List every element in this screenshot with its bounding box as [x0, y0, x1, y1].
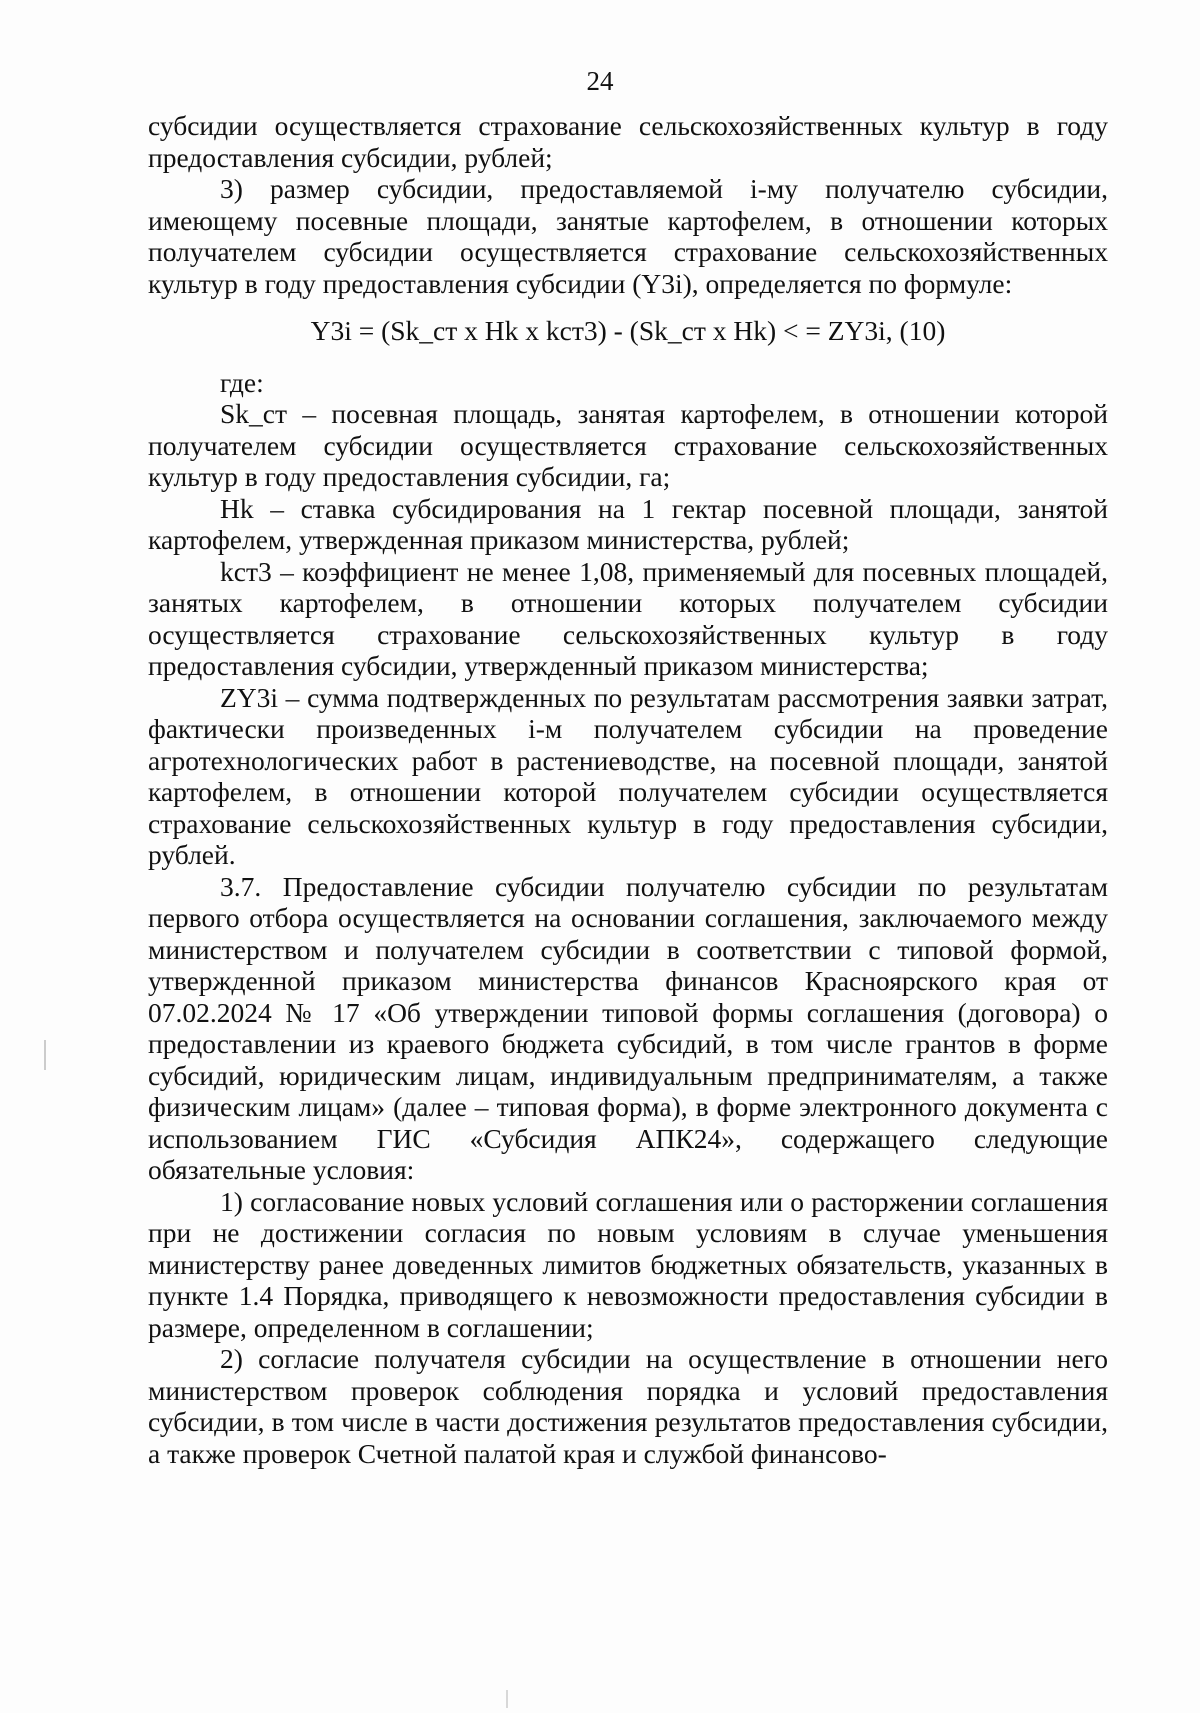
paragraph-3-7: 3.7. Предоставление субсидии получателю субсидии по результатам первого отбора осуществляется на основании соглашения, заключаемого между министерством и получателем субсидии в соответствии с типовой формой, утвержденной приказом министерства финансов Красноярского края от 07.02.2024 № 17 «Об утверждении типовой формы соглашения (договора) о предоставлении из краевого бюджета субсидий, в том числе грантов в форме субсидий, юридическим лицам, индивидуальным предпринимателям, а также физическим лицам» (далее – типовая форма), в форме электронного документа с использованием ГИС «Субсидия АПК24», содержащего следующие обязательные условия: [148, 870, 1108, 1185]
paragraph-where: где: [220, 366, 264, 398]
scan-margin-mark [44, 1040, 46, 1070]
formula-10: Y3i = (Sk_ст x Hk x kст3) - (Sk_ст x Hk) < = ZY3i, (10) [310, 315, 946, 346]
condition-1: 1) согласование новых условий соглашения или о расторжении соглашения при не достижении согласия по новым условиям в случае уменьшения министерству ранее доведенных лимитов бюджетных обязательств, указанных в пункте 1.4 Порядка, приводящего к невозможности предоставления субсидии в размере, определенном в соглашении; [148, 1185, 1108, 1343]
definition-hk: Hk – ставка субсидирования на 1 гектар посевной площади, занятой картофелем, утвержденная приказом министерства, рублей; [148, 492, 1108, 555]
condition-2: 2) согласие получателя субсидии на осуществление в отношении него министерством проверок соблюдения порядка и условий предоставления субсидии, в том числе в части достижения результатов предоставления субсидии, а также проверок Счетной палатой края и службой финансово- [148, 1343, 1108, 1469]
paragraph-item-3: 3) размер субсидии, предоставляемой i-му получателю субсидии, имеющему посевные площади, занятые картофелем, в отношении которых получателем субсидии осуществляется страхование сельскохозяйственных культур в году предоставления субсидии (Y3i), определяется по формуле: [148, 173, 1108, 299]
paragraph-continuation: субсидии осуществляется страхование сельскохозяйственных культур в году предоставления субсидии, рублей; [148, 110, 1108, 173]
definition-kst3: kст3 – коэффициент не менее 1,08, применяемый для посевных площадей, занятых картофелем, в отношении которых получателем субсидии осуществляется страхование сельскохозяйственных культур в году предоставления субсидии, утвержденный приказом министерства; [148, 555, 1108, 681]
document-body [148, 110, 1108, 1469]
definition-zy3i: ZY3i – сумма подтвержденных по результатам рассмотрения заявки затрат, фактически произведенных i-м получателем субсидии на проведение агротехнологических работ в растениеводстве, на посевной площади, занятой картофелем, в отношении которой получателем субсидии осуществляется страхование сельскохозяйственных культур в году предоставления субсидии, рублей. [148, 681, 1108, 870]
page-number: 24 [586, 66, 614, 96]
definition-sk-st: Sk_ст – посевная площадь, занятая картофелем, в отношении которой получателем субсидии осуществляется страхование сельскохозяйственных культур в году предоставления субсидии, га; [148, 398, 1108, 492]
scan-artifact [506, 1690, 508, 1708]
